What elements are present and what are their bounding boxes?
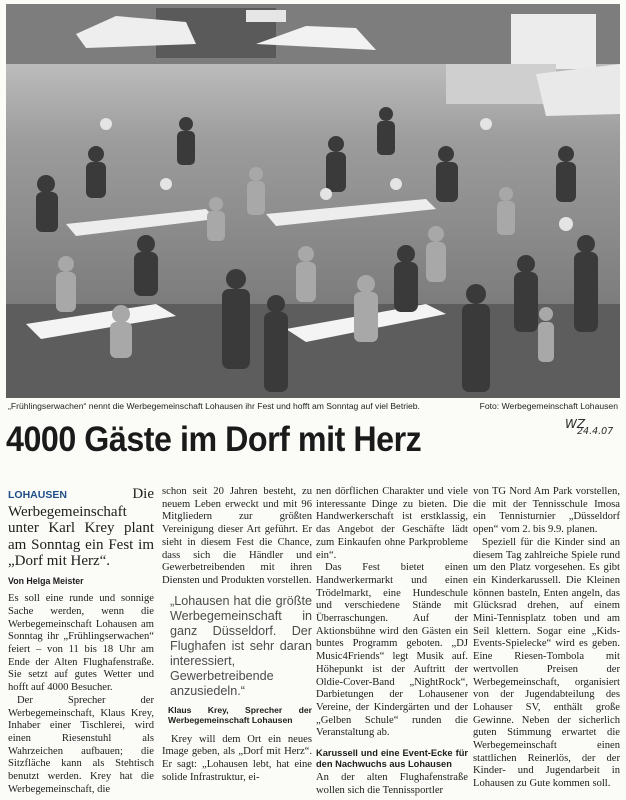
body-paragraph: nen dörflichen Charakter und viele interessante Dinge zu bieten. Die Handwerkerschaft ist erstklassig, das Angebot der Geschäfte lädt zum Einkaufen ohne Parkprobleme ein“. [316, 486, 468, 561]
body-paragraph: Der Sprecher der Werbegemeinschaft, Klaus Krey, Inhaber einer Tischlerei, wird einen Riesenstuhl als Wahrzeichen aufbauen; die Sitzfläche kann als Stehtisch benutzt werden. Krey hat die Werbegemeinschaft, die [8, 694, 154, 795]
article-column-4 [473, 486, 620, 791]
body-paragraph: Speziell für die Kinder sind an diesem Tag zahlreiche Spiele rund um den Platz vorgesehen. Es gibt ein Kinderkarussell. Die Kleinen können basteln, Enten angeln, das Glücksrad drehen, auf einem Mini-Tennisplatz toben und am Seil klettern. Sogar eine „Kids-Events-Spielecke“ wird es geben. Eine Riesen-Tombola mit wertvollen Preisen der Werbegemeinschaft, organisiert von der Jugendabteilung des Lohauser SV, enthält große Gewinne. Neben der sicherlich guten Stimmung erwartet die Werbegemeinschaft einen stattlichen Reinerlös, der der Kinder- und Jugendarbeit in Lohausen zu Gute kommen soll. [473, 536, 620, 790]
handnote-source: WZ [565, 417, 586, 431]
article-column-2 [162, 486, 312, 784]
body-paragraph: An der alten Flughafenstraße wollen sich die Tennissportler [316, 772, 468, 796]
body-paragraph: Es soll eine runde und sonnige Sache werden, wenn die Werbegemeinschaft Lohausen am Sonntag ihr „Frühlingserwachen“ feiert – von 11 bis 18 Uhr am Ende der Alten Flughafenstraße. Sie setzt auf gutes Wetter und hofft auf 4000 Besucher. [8, 593, 154, 694]
photo-caption-row [8, 401, 618, 415]
headline: 4000 Gäste im Dorf mit Herz [6, 420, 422, 459]
subheading: Karussell und eine Event-Ecke für den Nachwuchs aus Lohausen [316, 748, 468, 770]
photo-credit: Foto: Werbegemeinschaft Lohausen [479, 401, 618, 411]
pull-quote: „Lohausen hat die größte Werbegemeinschaft in ganz Düsseldorf. Der Flughafen ist sehr daran interessiert, Gewerbetreibende anzusiedeln.“ [170, 593, 312, 698]
lead-text: Die Werbegemeinschaft unter Karl Krey plant am Sonntag ein Fest im „Dorf mit Herz“. [8, 486, 154, 569]
article-column-1 [8, 486, 154, 796]
pull-quote-citation: Klaus Krey, Sprecher der Werbegemeinschaft Lohausen [168, 704, 312, 726]
crowd-photo [6, 4, 620, 398]
body-paragraph: Das Fest bietet einen Handwerkermarkt und einen Trödelmarkt, eine Hundeschule und verschiedene Stände mit Überraschungen. Auf der Aktionsbühne wird den Gästen ein buntes Programm geboten. „DJ Music4Friends“ legt Musik auf. Höhepunkt ist der Auftritt der Oldie-Cover-Band „NightRock“, Darbietungen der Lohausener Vereine, der Kindergärten und der „Gelben Schule“ runden die Veranstaltung ab. [316, 562, 468, 739]
dateline-kicker: LOHAUSEN [8, 489, 67, 501]
body-paragraph: schon seit 20 Jahren besteht, zu neuem Leben erweckt und mit 96 Mitgliedern zur größten Vereinigung dieser Art geführt. Er sieht in diesem Fest die Chance, dass sich die Händler und Gewerbetreibenden mit ihren Diensten und Produkten vorstellen. [162, 486, 312, 586]
body-paragraph: von TG Nord Am Park vorstellen, die mit der Tennisschule Imosa ein Tennisturnier „Düsseldorf open“ vom 2. bis 9.9. planen. [473, 486, 620, 536]
crowd-photo-icon [6, 4, 620, 398]
handwritten-note [563, 417, 623, 451]
photo-caption: „Frühlingserwachen“ nennt die Werbegemeinschaft Lohausen ihr Fest und hofft am Sonntag auf viel Betrieb. [8, 401, 420, 411]
handnote-date: 24.4.07 [577, 426, 614, 437]
lead-paragraph [8, 486, 154, 570]
article-column-3 [316, 486, 468, 797]
body-paragraph: Krey will dem Ort ein neues Image geben, als „Dorf mit Herz“. Er sagt: „Lohausen lebt, hat eine solide Infrastruktur, ei- [162, 733, 312, 783]
byline: Von Helga Meister [8, 575, 84, 586]
